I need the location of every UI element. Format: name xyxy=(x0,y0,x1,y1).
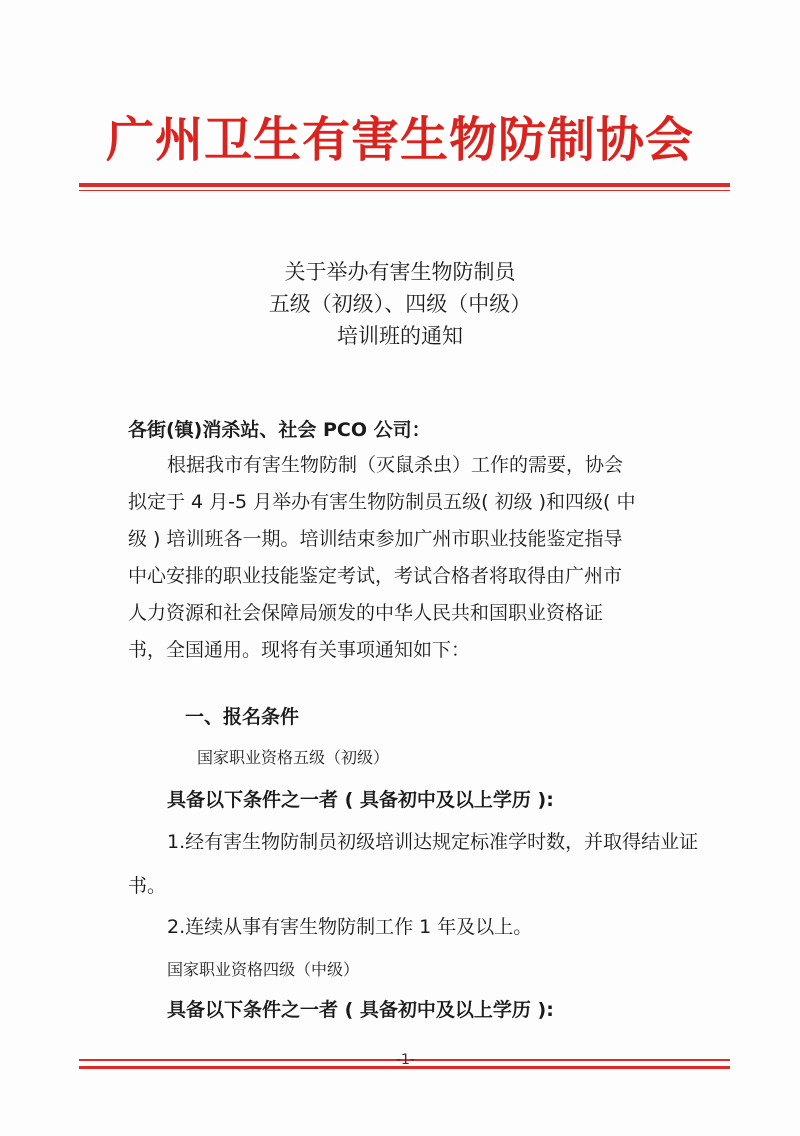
organization-letterhead: 广州卫生有害生物防制协会 xyxy=(105,112,694,168)
level5-title: 国家职业资格五级（初级） xyxy=(197,748,390,767)
notice-title-line-1: 关于举办有害生物防制员 xyxy=(284,260,516,284)
level5-requirement: 具备以下条件之一者 ( 具备初中及以上学历 ): xyxy=(167,789,554,811)
header-rule-thick xyxy=(79,183,730,187)
salutation: 各街(镇)消杀站、社会 PCO 公司： xyxy=(128,419,431,441)
intro-line: 人力资源和社会保障局颁发的中华人民共和国职业资格证 xyxy=(128,602,604,624)
intro-line: 中心安排的职业技能鉴定考试，考试合格者将取得由广州市 xyxy=(128,565,623,587)
intro-line: 根据我市有害生物防制（灭鼠杀虫）工作的需要，协会 xyxy=(167,454,624,476)
intro-line: 拟定于 4 月-5 月举办有害生物防制员五级( 初级 )和四级( 中 xyxy=(128,491,636,513)
section-heading-registration: 一、报名条件 xyxy=(185,706,300,728)
header-rule-thin xyxy=(79,190,730,191)
level4-title: 国家职业资格四级（中级） xyxy=(167,960,360,979)
intro-line: 级 ) 培训班各一期。培训结束参加广州市职业技能鉴定指导 xyxy=(128,528,623,550)
notice-title-line-2: 五级（初级）、四级（中级） xyxy=(268,292,532,316)
level4-requirement: 具备以下条件之一者 ( 具备初中及以上学历 ): xyxy=(167,999,554,1021)
intro-line: 书，全国通用。现将有关事项通知如下： xyxy=(128,639,471,661)
level5-item-1-cont: 书。 xyxy=(128,875,167,897)
level5-item-1: 1.经有害生物防制员初级培训达规定标准学时数，并取得结业证 xyxy=(167,831,699,853)
level5-item-2: 2.连续从事有害生物防制工作 1 年及以上。 xyxy=(167,916,533,938)
page-number: -1- xyxy=(396,1052,416,1068)
notice-title-line-3: 培训班的通知 xyxy=(337,324,463,348)
